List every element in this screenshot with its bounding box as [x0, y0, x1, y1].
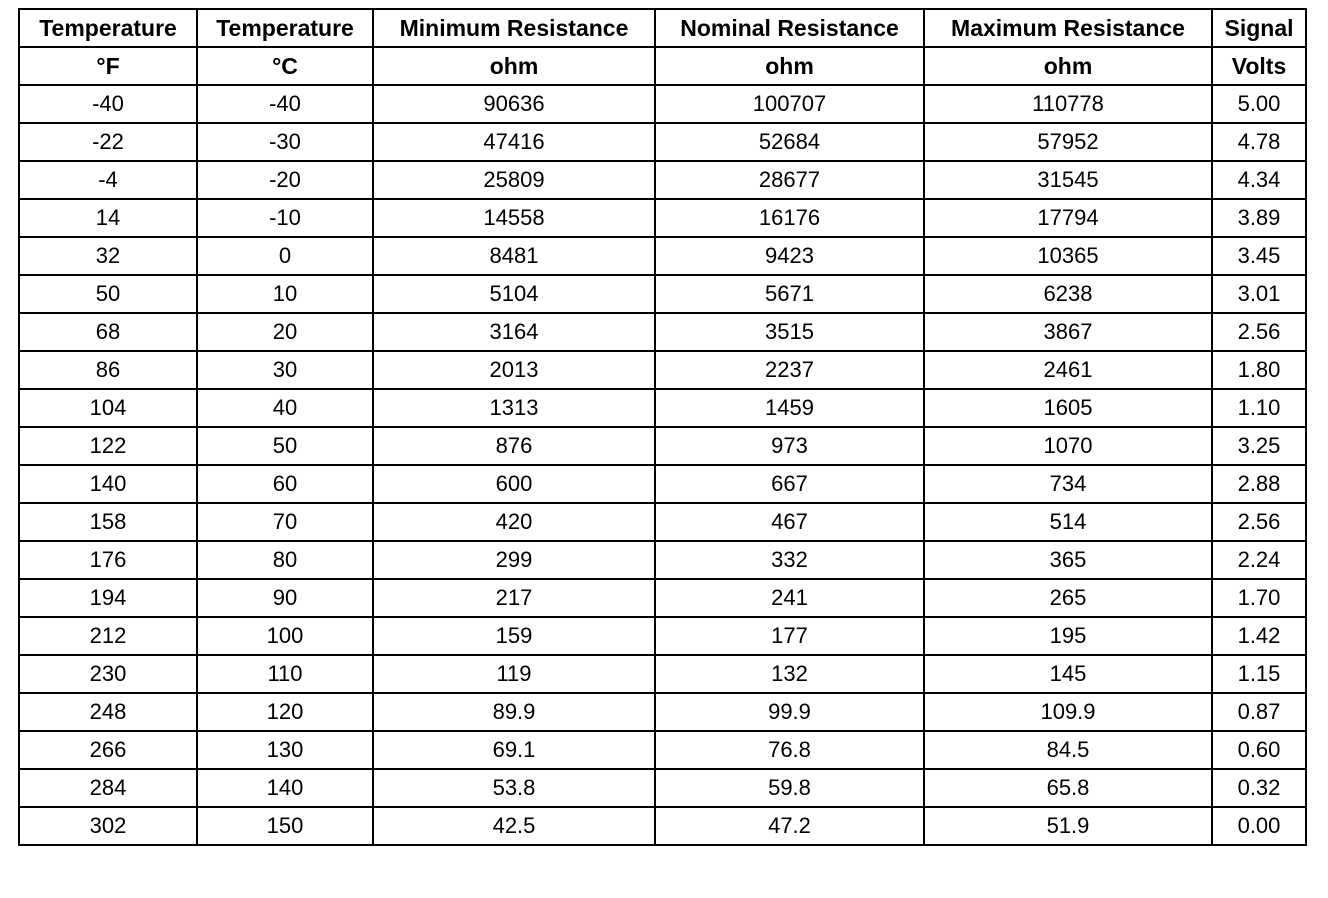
- signal-volts-cell: 1.10: [1212, 389, 1306, 427]
- nominal-resistance-cell: 28677: [655, 161, 924, 199]
- signal-volts-cell: 3.89: [1212, 199, 1306, 237]
- signal-volts-cell: 3.01: [1212, 275, 1306, 313]
- nominal-resistance-cell: 177: [655, 617, 924, 655]
- table-row: [19, 617, 1306, 655]
- nominal-resistance-cell: 467: [655, 503, 924, 541]
- nominal-resistance-cell: 5671: [655, 275, 924, 313]
- nominal-resistance-cell: 1459: [655, 389, 924, 427]
- nominal-resistance-cell: 332: [655, 541, 924, 579]
- header-temperature-c: Temperature: [197, 9, 373, 47]
- min-resistance-cell: 2013: [373, 351, 655, 389]
- nominal-resistance-cell: 100707: [655, 85, 924, 123]
- max-resistance-cell: 3867: [924, 313, 1212, 351]
- max-resistance-cell: 2461: [924, 351, 1212, 389]
- temp-c-cell: 70: [197, 503, 373, 541]
- min-resistance-cell: 14558: [373, 199, 655, 237]
- table-row: [19, 541, 1306, 579]
- table-row: [19, 199, 1306, 237]
- temp-f-cell: 284: [19, 769, 197, 807]
- temp-c-cell: 80: [197, 541, 373, 579]
- min-resistance-cell: 3164: [373, 313, 655, 351]
- min-resistance-cell: 47416: [373, 123, 655, 161]
- temp-f-cell: 122: [19, 427, 197, 465]
- signal-volts-cell: 1.15: [1212, 655, 1306, 693]
- temp-f-cell: 32: [19, 237, 197, 275]
- max-resistance-cell: 51.9: [924, 807, 1212, 845]
- min-resistance-cell: 299: [373, 541, 655, 579]
- max-resistance-cell: 734: [924, 465, 1212, 503]
- table-row: [19, 465, 1306, 503]
- temp-f-cell: 212: [19, 617, 197, 655]
- signal-volts-cell: 1.42: [1212, 617, 1306, 655]
- max-resistance-cell: 365: [924, 541, 1212, 579]
- max-resistance-cell: 31545: [924, 161, 1212, 199]
- header-maximum-resistance: Maximum Resistance: [924, 9, 1212, 47]
- nominal-resistance-cell: 973: [655, 427, 924, 465]
- signal-volts-cell: 4.78: [1212, 123, 1306, 161]
- temp-f-cell: 230: [19, 655, 197, 693]
- nominal-resistance-cell: 16176: [655, 199, 924, 237]
- min-resistance-cell: 420: [373, 503, 655, 541]
- table-row: [19, 731, 1306, 769]
- min-resistance-cell: 8481: [373, 237, 655, 275]
- signal-volts-cell: 2.56: [1212, 503, 1306, 541]
- signal-volts-cell: 4.34: [1212, 161, 1306, 199]
- min-resistance-cell: 159: [373, 617, 655, 655]
- table-row: [19, 351, 1306, 389]
- table-row: [19, 389, 1306, 427]
- temp-f-cell: -4: [19, 161, 197, 199]
- table-row: [19, 237, 1306, 275]
- max-resistance-cell: 84.5: [924, 731, 1212, 769]
- unit-celsius: °C: [197, 47, 373, 85]
- nominal-resistance-cell: 132: [655, 655, 924, 693]
- nominal-resistance-cell: 99.9: [655, 693, 924, 731]
- temp-f-cell: 158: [19, 503, 197, 541]
- temp-c-cell: -10: [197, 199, 373, 237]
- temp-f-cell: 266: [19, 731, 197, 769]
- table-row: [19, 769, 1306, 807]
- header-row-units: [19, 47, 1306, 85]
- signal-volts-cell: 1.80: [1212, 351, 1306, 389]
- table-row: [19, 161, 1306, 199]
- header-temperature-f: Temperature: [19, 9, 197, 47]
- table-row: [19, 313, 1306, 351]
- max-resistance-cell: 57952: [924, 123, 1212, 161]
- min-resistance-cell: 876: [373, 427, 655, 465]
- min-resistance-cell: 42.5: [373, 807, 655, 845]
- table-row: [19, 123, 1306, 161]
- signal-volts-cell: 2.88: [1212, 465, 1306, 503]
- temp-c-cell: -20: [197, 161, 373, 199]
- nominal-resistance-cell: 241: [655, 579, 924, 617]
- max-resistance-cell: 265: [924, 579, 1212, 617]
- max-resistance-cell: 17794: [924, 199, 1212, 237]
- max-resistance-cell: 145: [924, 655, 1212, 693]
- temp-c-cell: 40: [197, 389, 373, 427]
- header-signal: Signal: [1212, 9, 1306, 47]
- resistance-table: [18, 8, 1307, 846]
- max-resistance-cell: 10365: [924, 237, 1212, 275]
- table-row: [19, 85, 1306, 123]
- header-nominal-resistance: Nominal Resistance: [655, 9, 924, 47]
- nominal-resistance-cell: 47.2: [655, 807, 924, 845]
- signal-volts-cell: 2.56: [1212, 313, 1306, 351]
- min-resistance-cell: 5104: [373, 275, 655, 313]
- min-resistance-cell: 25809: [373, 161, 655, 199]
- temp-c-cell: 140: [197, 769, 373, 807]
- signal-volts-cell: 0.32: [1212, 769, 1306, 807]
- temp-c-cell: 20: [197, 313, 373, 351]
- temp-c-cell: 10: [197, 275, 373, 313]
- signal-volts-cell: 2.24: [1212, 541, 1306, 579]
- unit-volts: Volts: [1212, 47, 1306, 85]
- temp-f-cell: 248: [19, 693, 197, 731]
- temp-c-cell: 130: [197, 731, 373, 769]
- min-resistance-cell: 90636: [373, 85, 655, 123]
- min-resistance-cell: 600: [373, 465, 655, 503]
- table-row: [19, 693, 1306, 731]
- signal-volts-cell: 0.60: [1212, 731, 1306, 769]
- unit-ohm-nominal: ohm: [655, 47, 924, 85]
- temp-c-cell: 120: [197, 693, 373, 731]
- max-resistance-cell: 514: [924, 503, 1212, 541]
- unit-ohm-max: ohm: [924, 47, 1212, 85]
- temp-f-cell: 302: [19, 807, 197, 845]
- nominal-resistance-cell: 52684: [655, 123, 924, 161]
- temp-c-cell: 100: [197, 617, 373, 655]
- min-resistance-cell: 69.1: [373, 731, 655, 769]
- table-body: [19, 85, 1306, 845]
- nominal-resistance-cell: 3515: [655, 313, 924, 351]
- signal-volts-cell: 3.45: [1212, 237, 1306, 275]
- signal-volts-cell: 0.87: [1212, 693, 1306, 731]
- max-resistance-cell: 1605: [924, 389, 1212, 427]
- table-row: [19, 427, 1306, 465]
- nominal-resistance-cell: 76.8: [655, 731, 924, 769]
- min-resistance-cell: 53.8: [373, 769, 655, 807]
- temp-f-cell: 68: [19, 313, 197, 351]
- table-row: [19, 275, 1306, 313]
- max-resistance-cell: 110778: [924, 85, 1212, 123]
- table-container: [18, 8, 1305, 846]
- unit-fahrenheit: °F: [19, 47, 197, 85]
- temp-f-cell: 50: [19, 275, 197, 313]
- nominal-resistance-cell: 59.8: [655, 769, 924, 807]
- temp-c-cell: 30: [197, 351, 373, 389]
- max-resistance-cell: 65.8: [924, 769, 1212, 807]
- temp-f-cell: 140: [19, 465, 197, 503]
- temp-c-cell: 110: [197, 655, 373, 693]
- max-resistance-cell: 1070: [924, 427, 1212, 465]
- table-row: [19, 579, 1306, 617]
- temp-f-cell: 194: [19, 579, 197, 617]
- header-row-titles: [19, 9, 1306, 47]
- table-row: [19, 807, 1306, 845]
- temp-c-cell: -30: [197, 123, 373, 161]
- max-resistance-cell: 109.9: [924, 693, 1212, 731]
- temp-f-cell: -40: [19, 85, 197, 123]
- min-resistance-cell: 89.9: [373, 693, 655, 731]
- table-row: [19, 503, 1306, 541]
- nominal-resistance-cell: 9423: [655, 237, 924, 275]
- signal-volts-cell: 5.00: [1212, 85, 1306, 123]
- min-resistance-cell: 217: [373, 579, 655, 617]
- temp-c-cell: 50: [197, 427, 373, 465]
- max-resistance-cell: 195: [924, 617, 1212, 655]
- signal-volts-cell: 1.70: [1212, 579, 1306, 617]
- signal-volts-cell: 0.00: [1212, 807, 1306, 845]
- temp-c-cell: 0: [197, 237, 373, 275]
- table-row: [19, 655, 1306, 693]
- temp-f-cell: 176: [19, 541, 197, 579]
- temp-c-cell: 90: [197, 579, 373, 617]
- temp-f-cell: -22: [19, 123, 197, 161]
- temp-c-cell: -40: [197, 85, 373, 123]
- unit-ohm-min: ohm: [373, 47, 655, 85]
- temp-f-cell: 104: [19, 389, 197, 427]
- nominal-resistance-cell: 667: [655, 465, 924, 503]
- temp-c-cell: 60: [197, 465, 373, 503]
- nominal-resistance-cell: 2237: [655, 351, 924, 389]
- temp-f-cell: 14: [19, 199, 197, 237]
- header-minimum-resistance: Minimum Resistance: [373, 9, 655, 47]
- temp-c-cell: 150: [197, 807, 373, 845]
- min-resistance-cell: 119: [373, 655, 655, 693]
- signal-volts-cell: 3.25: [1212, 427, 1306, 465]
- min-resistance-cell: 1313: [373, 389, 655, 427]
- max-resistance-cell: 6238: [924, 275, 1212, 313]
- temp-f-cell: 86: [19, 351, 197, 389]
